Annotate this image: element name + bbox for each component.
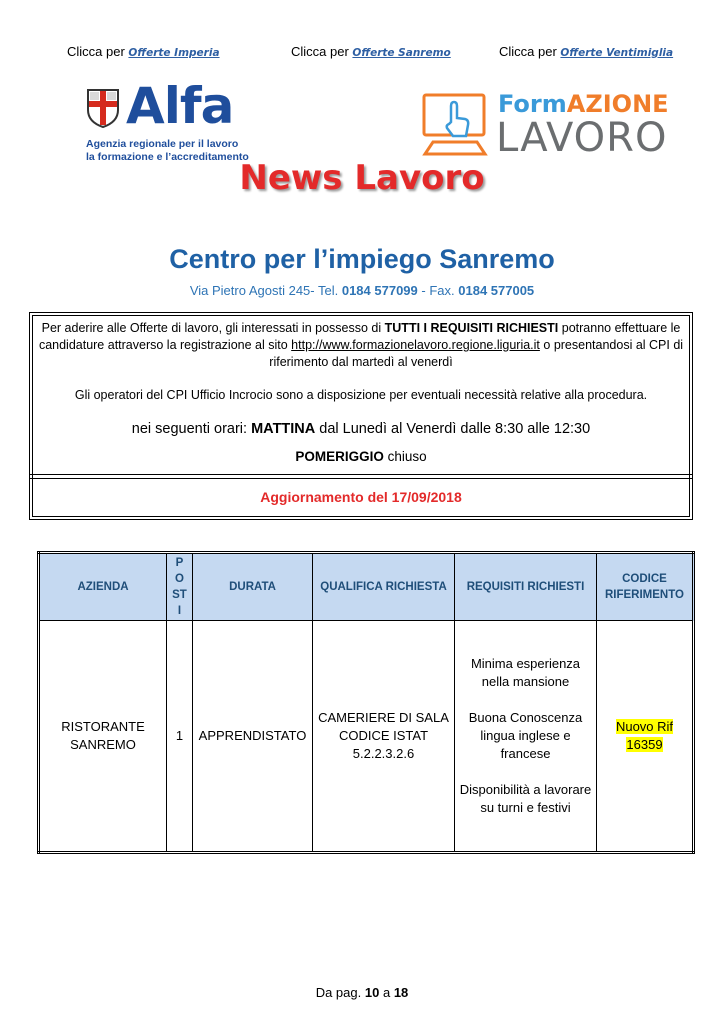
centro-impiego-title: Centro per l’impiego Sanremo [169, 244, 555, 274]
job-offers-table [37, 551, 695, 854]
requisito-item: Minima esperienza nella mansione [470, 656, 581, 689]
offerte-ventimiglia-link[interactable]: Offerte Ventimiglia [560, 47, 674, 59]
table-header-row [39, 553, 694, 621]
top-link-prefix: Clicca per [291, 44, 349, 59]
azienda-line: RISTORANTE [61, 719, 145, 734]
footer-page-number: 10 [364, 985, 380, 1000]
requisito-item: Disponibilità a lavorare su turni e festivi [459, 782, 592, 815]
mattina-hours: dal Lunedì al Venerdì dalle 8:30 alle 12:30 [319, 421, 591, 437]
top-link-ventimiglia-group [499, 44, 673, 59]
footer-total-pages: 18 [393, 985, 409, 1000]
cell-qualifica [313, 621, 455, 853]
header-posti-letter: I [177, 605, 182, 617]
info-text: potranno effettuare le candidature attraverso la registrazione al sito [38, 321, 681, 352]
header-qualifica: QUALIFICA RICHIESTA [313, 553, 455, 621]
offerte-sanremo-link[interactable]: Offerte Sanremo [352, 47, 451, 59]
cell-durata: APPRENDISTATO [193, 621, 313, 853]
page-footer [0, 985, 724, 1000]
alfa-logo-word: Alfa [126, 77, 234, 135]
codice-label: Nuovo Rif [615, 719, 674, 734]
top-link-prefix: Clicca per [499, 44, 557, 59]
footer-prefix: Da pag. [315, 985, 362, 1000]
header-requisiti: REQUISITI RICHIESTI [455, 553, 597, 621]
qualifica-line: 5.2.2.3.2.6 [352, 746, 415, 761]
computer-hand-icon [421, 92, 489, 162]
info-paragraph-candidature [38, 320, 684, 371]
fax-label: - Fax. [421, 283, 455, 298]
header-codice-line: RIFERIMENTO [604, 589, 684, 601]
formazione-logo-azione: AZIONE [566, 90, 669, 118]
footer-separator: a [382, 985, 391, 1000]
cell-requisiti [455, 621, 597, 853]
info-box [29, 312, 693, 520]
info-text: o presentandosi al CPI di riferimento dal martedì al venerdì [269, 338, 684, 369]
qualifica-line: CODICE ISTAT [338, 728, 429, 743]
offerte-imperia-link[interactable]: Offerte Imperia [128, 47, 220, 59]
centro-address [0, 283, 724, 298]
aggiornamento-date: Aggiornamento del 17/09/2018 [260, 489, 462, 505]
table-row [39, 621, 694, 853]
orari-mattina [38, 421, 684, 438]
liguria-shield-icon [86, 88, 120, 128]
cell-azienda [39, 621, 167, 853]
cell-codice [597, 621, 694, 853]
header-azienda: AZIENDA [39, 553, 167, 621]
info-paragraph-operatori: Gli operatori del CPI Ufficio Incrocio sono a disposizione per eventuali necessità relative alla procedura. [74, 388, 648, 402]
top-link-imperia-group [67, 44, 220, 59]
fax-number: 0184 577005 [458, 283, 535, 298]
codice-number: 16359 [626, 737, 663, 752]
formazione-logo-top [498, 90, 669, 118]
requisito-item: Buona Conoscenza lingua inglese e francese [468, 710, 583, 761]
header-durata: DURATA [193, 553, 313, 621]
info-text: Per aderire alle Offerte di lavoro, gli interessati in possesso di [41, 321, 382, 335]
pomeriggio-status: chiuso [387, 449, 427, 464]
header-codice-line: CODICE [622, 573, 667, 585]
pomeriggio-label: POMERIGGIO [295, 449, 384, 464]
mattina-label: MATTINA [251, 421, 316, 437]
top-link-prefix: Clicca per [67, 44, 125, 59]
header-posti [167, 553, 193, 621]
news-lavoro-title: News Lavoro [239, 158, 485, 198]
header-posti-letter: ST [172, 589, 187, 601]
qualifica-line: CAMERIERE DI SALA [318, 710, 449, 725]
formazione-logo-lavoro: LAVORO [496, 115, 668, 161]
header-codice [597, 553, 694, 621]
alfa-tagline-line-2: la formazione e l’accreditamento [86, 151, 249, 163]
info-divider [30, 474, 692, 479]
top-link-sanremo-group [291, 44, 451, 59]
formazione-logo-form: Form [498, 90, 567, 118]
alfa-tagline-line-1: Agenzia regionale per il lavoro [86, 138, 239, 150]
requisiti-emphasis: TUTTI I REQUISITI RICHIESTI [384, 321, 559, 335]
tel-number: 0184 577099 [341, 283, 418, 298]
formazione-lavoro-link[interactable]: http://www.formazionelavoro.regione.liguria.it [291, 338, 540, 352]
cell-posti: 1 [167, 621, 193, 853]
orari-pomeriggio [38, 448, 684, 465]
header-posti-letter: P [175, 557, 184, 569]
header-posti-letter: O [175, 573, 184, 585]
orari-prefix: nei seguenti orari: [131, 421, 248, 437]
azienda-line: SANREMO [70, 737, 136, 752]
address-text: Via Pietro Agosti 245- Tel. [189, 283, 339, 298]
